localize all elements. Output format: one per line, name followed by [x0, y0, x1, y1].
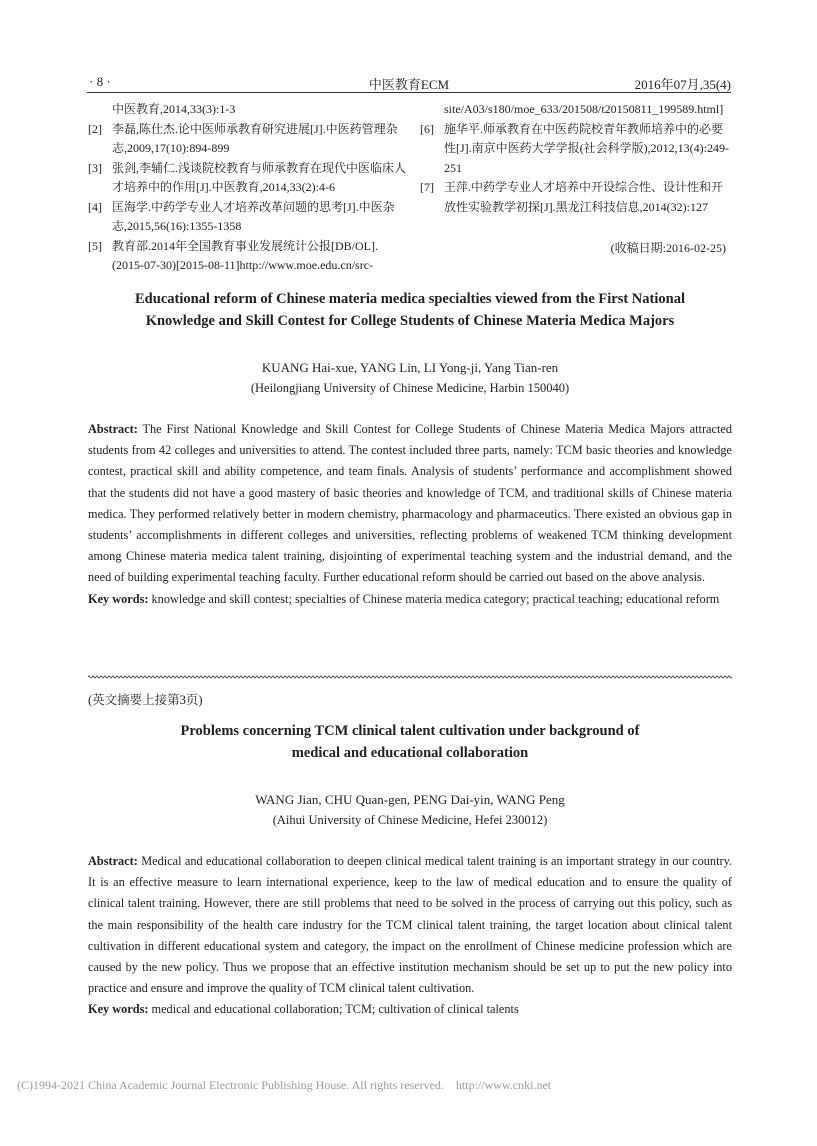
reference-item: [6] 施华平.师承教育在中医药院校青年教师培养中的必要性[J].南京中医药大学学报(社会科学版),2012,13(4):249-251: [420, 121, 729, 175]
page-number: · 8 ·: [89, 74, 111, 89]
article2-affiliation: (Aihui University of Chinese Medicine, Hefei 230012): [272, 813, 548, 827]
wavy-separator: [88, 674, 732, 680]
reference-item: 中医教育,2014,33(3):1-3: [112, 102, 236, 116]
continuation-note: (英文摘要上接第3页): [88, 693, 203, 707]
abstract-text: The First National Knowledge and Skill Contest for College Students of Chinese Materia Medica Majors attracted students from 42 colleges and universities to attend. The contest included three parts, namely: TCM basic theories and knowledge contest, practical skill and ability competence, and team finals. Analysis of students’ performance and accomplishment showed that the students did not have a good mastery of basic theories and knowledge of TCM, and traditional skills of Chinese materia medica. They performed relatively better in modern chemistry, pharmacology and pharmaceutics. There existed an obvious gap in students’ accomplishments in different colleges and universities, reflecting problems of weakened TCM thinking development among Chinese materia medica talent training, disjointing of experimental teaching system and the industrial demand, and the need of building experimental teaching faculty. Further educational reform should be carried out based on the above analysis.: [88, 422, 732, 585]
keywords-text: medical and educational collaboration; TCM; cultivation of clinical talents: [151, 1002, 519, 1017]
article1-title: Educational reform of Chinese materia medica specialties viewed from the First National Knowledge and Skill Contest for College Students of Chinese Materia Medica Majors: [135, 291, 685, 329]
article2-abstract: [88, 851, 732, 1021]
running-header: [87, 74, 731, 94]
keywords-label: Key words:: [88, 1002, 149, 1017]
abstract-text: Medical and educational collaboration to deepen clinical medical talent training is an important strategy in our country. It is an effective measure to learn international experience, keep to the law of medical education and to ensure the quality of clinical talent training. However, there are still problems that need to be solved in the process of carrying out this policy, such as the main responsibility of the health care industry for the TCM clinical talent training, the target location about clinical talent cultivation in different educational system and category, the impact on the enrollment of Chinese medicine profession which are caused by the new policy. Thus we propose that an effective institution mechanism should be set up to put the new policy into practice and ensure and improve the quality of TCM clinical talent cultivation.: [88, 854, 733, 996]
abstract-label: Abstract:: [88, 422, 138, 436]
reference-item: [5] 教育部.2014年全国教育事业发展统计公报[DB/OL].(2015-07-30)[2015-08-11]http://www.moe.edu.cn/src-: [88, 238, 378, 272]
reference-item: [2] 李磊,陈仕杰.论中医师承教育研究进展[J].中医药管理杂志,2009,17(10):894-899: [88, 121, 398, 155]
references-right-column: [420, 100, 732, 217]
received-date: (收稿日期:2016-02-25): [610, 241, 726, 255]
article1-authors: KUANG Hai-xue, YANG Lin, LI Yong-ji, Yang Tian-ren: [261, 360, 559, 375]
issue-info: 2016年07月,35(4): [634, 77, 731, 92]
reference-item: [3] 张剑,李辅仁.浅谈院校教育与师承教育在现代中医临床人才培养中的作用[J].中医教育,2014,33(2):4-6: [88, 160, 407, 194]
article2-title: Problems concerning TCM clinical talent cultivation under background of medical and educational collaboration: [180, 723, 640, 761]
journal-name: 中医教育ECM: [368, 77, 450, 92]
references-left-column: [88, 100, 406, 276]
reference-item: [4] 匡海学.中药学专业人才培养改革问题的思考[J].中医杂志,2015,56(16):1355-1358: [88, 199, 395, 233]
copyright-footer: (C)1994-2021 China Academic Journal Electronic Publishing House. All rights reserved. http://www.cnki.net: [17, 1078, 552, 1092]
keywords-label: Key words:: [88, 591, 149, 606]
article2-authors: WANG Jian, CHU Quan-gen, PENG Dai-yin, WANG Peng: [255, 792, 565, 807]
reference-item: [7] 王萍.中药学专业人才培养中开设综合性、设计性和开放性实验教学初探[J].黑龙江科技信息,2014(32):127: [420, 180, 724, 214]
article1-affiliation: (Heilongjiang University of Chinese Medicine, Harbin 150040): [250, 381, 570, 395]
keywords-text: knowledge and skill contest; specialties of Chinese materia medica category; practical teaching; educational reform: [151, 591, 720, 606]
article1-abstract: [88, 419, 732, 610]
header-rule: [87, 92, 731, 93]
reference-item: site/A03/s180/moe_633/201508/t20150811_199589.html]: [444, 102, 724, 116]
abstract-label: Abstract:: [88, 854, 138, 868]
